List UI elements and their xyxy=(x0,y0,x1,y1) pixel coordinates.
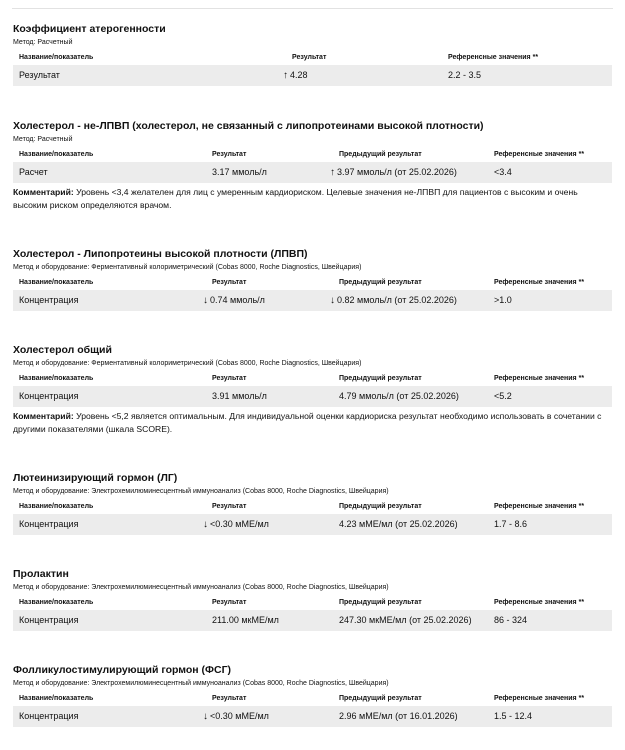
row-prev xyxy=(330,295,457,306)
row-prev: 4.23 мМЕ/мл (от 25.02.2026) xyxy=(339,519,458,529)
header-ref: Референсные значения ** xyxy=(494,375,585,382)
row-result xyxy=(203,711,269,722)
header-result: Результат xyxy=(212,151,247,158)
table-header xyxy=(13,501,612,514)
row-ref: <5.2 xyxy=(494,391,512,401)
section-method: Метод и оборудование: Электрохемилюминесцентный иммуноанализ (Cobas 8000, Roche Diagnostics, Швейцария) xyxy=(13,488,389,495)
row-result xyxy=(203,519,269,530)
row-name: Концентрация xyxy=(19,615,79,625)
header-result: Результат xyxy=(212,695,247,702)
row-ref: >1.0 xyxy=(494,295,512,305)
table-header xyxy=(13,597,612,610)
header-result: Результат xyxy=(292,54,327,61)
section-method: Метод: Расчетный xyxy=(13,39,73,46)
section-method: Метод и оборудование: Электрохемилюминесцентный иммуноанализ (Cobas 8000, Roche Diagnostics, Швейцария) xyxy=(13,680,389,687)
header-result: Результат xyxy=(212,503,247,510)
row-name: Концентрация xyxy=(19,295,79,305)
section-method: Метод и оборудование: Ферментативный колориметрический (Cobas 8000, Roche Diagnostics, Швейцария) xyxy=(13,360,362,367)
test-section-lh xyxy=(13,472,612,535)
table-header xyxy=(13,373,612,386)
table-row xyxy=(13,65,612,86)
section-title: Лютеинизирующий гормон (ЛГ) xyxy=(13,472,178,484)
comment-label: Комментарий: xyxy=(13,411,74,421)
row-prev-value: 3.97 ммоль/л (от 25.02.2026) xyxy=(337,167,457,177)
table-row xyxy=(13,290,612,311)
arrow-down-icon: ↓ xyxy=(330,295,335,306)
header-name: Название/показатель xyxy=(19,375,94,382)
row-prev-value: 0.82 ммоль/л (от 25.02.2026) xyxy=(337,295,457,305)
header-prev: Предыдущий результат xyxy=(339,151,422,158)
table-row xyxy=(13,162,612,183)
header-prev: Предыдущий результат xyxy=(339,279,422,286)
row-name: Концентрация xyxy=(19,711,79,721)
header-name: Название/показатель xyxy=(19,279,94,286)
arrow-down-icon: ↓ xyxy=(203,711,208,722)
table-header xyxy=(13,693,612,706)
row-prev: 247.30 мкМЕ/мл (от 25.02.2026) xyxy=(339,615,472,625)
section-comment xyxy=(13,410,612,436)
header-ref: Референсные значения ** xyxy=(448,54,539,61)
test-section-total-cholesterol xyxy=(13,344,612,436)
row-result-value: <0.30 мМЕ/мл xyxy=(210,519,269,529)
header-name: Название/показатель xyxy=(19,54,94,61)
header-prev: Предыдущий результат xyxy=(339,503,422,510)
test-section-hdl xyxy=(13,248,612,311)
header-result: Результат xyxy=(212,279,247,286)
test-section-non-hdl xyxy=(13,120,612,212)
arrow-up-icon: ↑ xyxy=(330,167,335,178)
row-result: 3.17 ммоль/л xyxy=(212,167,267,177)
row-name: Расчет xyxy=(19,167,48,177)
row-prev: 2.96 мМЕ/мл (от 16.01.2026) xyxy=(339,711,458,721)
section-method: Метод и оборудование: Электрохемилюминесцентный иммуноанализ (Cobas 8000, Roche Diagnostics, Швейцария) xyxy=(13,584,389,591)
row-result xyxy=(203,295,265,306)
header-ref: Референсные значения ** xyxy=(494,599,585,606)
arrow-up-icon: ↑ xyxy=(283,70,288,81)
table-row xyxy=(13,706,612,727)
comment-label: Комментарий: xyxy=(13,187,74,197)
section-title: Пролактин xyxy=(13,568,69,580)
row-result-value: <0.30 мМЕ/мл xyxy=(210,711,269,721)
row-result: 3.91 ммоль/л xyxy=(212,391,267,401)
section-title: Холестерол - не-ЛПВП (холестерол, не связанный с липопротеинами высокой плотности) xyxy=(13,120,484,132)
table-row xyxy=(13,386,612,407)
header-name: Название/показатель xyxy=(19,151,94,158)
row-result xyxy=(283,70,308,81)
section-method: Метод и оборудование: Ферментативный колориметрический (Cobas 8000, Roche Diagnostics, Швейцария) xyxy=(13,264,362,271)
section-title: Холестерол - Липопротеины высокой плотности (ЛПВП) xyxy=(13,248,308,260)
header-prev: Предыдущий результат xyxy=(339,695,422,702)
row-ref: 1.7 - 8.6 xyxy=(494,519,528,529)
header-name: Название/показатель xyxy=(19,695,94,702)
comment-text: Уровень <5,2 является оптимальным. Для индивидуальной оценки кардиориска результат необходимо использовать в сочетании с другими показателями (шкала SCORE). xyxy=(13,411,602,434)
comment-text: Уровень <3,4 желателен для лиц с умеренным кардиориском. Целевые значения не-ЛПВП для пациентов с высоким и очень высоким риском определяются врачом. xyxy=(13,187,578,210)
header-result: Результат xyxy=(212,375,247,382)
arrow-down-icon: ↓ xyxy=(203,519,208,530)
section-title: Холестерол общий xyxy=(13,344,112,356)
top-divider xyxy=(12,8,613,9)
row-prev: 4.79 ммоль/л (от 25.02.2026) xyxy=(339,391,459,401)
row-ref: 2.2 - 3.5 xyxy=(448,70,482,80)
header-result: Результат xyxy=(212,599,247,606)
row-prev xyxy=(330,167,457,178)
header-ref: Референсные значения ** xyxy=(494,151,585,158)
section-comment xyxy=(13,186,612,212)
row-result-value: 0.74 ммоль/л xyxy=(210,295,265,305)
header-name: Название/показатель xyxy=(19,599,94,606)
row-ref: 1.5 - 12.4 xyxy=(494,711,533,721)
header-ref: Референсные значения ** xyxy=(494,695,585,702)
row-result-value: 4.28 xyxy=(290,70,308,80)
header-ref: Референсные значения ** xyxy=(494,503,585,510)
row-ref: <3.4 xyxy=(494,167,512,177)
header-name: Название/показатель xyxy=(19,503,94,510)
table-header xyxy=(13,52,612,65)
test-section-fsh xyxy=(13,664,612,727)
table-row xyxy=(13,514,612,535)
row-name: Концентрация xyxy=(19,391,79,401)
header-prev: Предыдущий результат xyxy=(339,599,422,606)
section-method: Метод: Расчетный xyxy=(13,136,73,143)
test-section-prolactin xyxy=(13,568,612,631)
table-header xyxy=(13,277,612,290)
section-title: Коэффициент атерогенности xyxy=(13,23,166,35)
test-section-atherogenic-index xyxy=(13,23,612,86)
section-title: Фолликулостимулирующий гормон (ФСГ) xyxy=(13,664,232,676)
row-name: Результат xyxy=(19,70,60,80)
table-header xyxy=(13,149,612,162)
row-ref: 86 - 324 xyxy=(494,615,528,625)
table-row xyxy=(13,610,612,631)
row-name: Концентрация xyxy=(19,519,79,529)
header-prev: Предыдущий результат xyxy=(339,375,422,382)
header-ref: Референсные значения ** xyxy=(494,279,585,286)
arrow-down-icon: ↓ xyxy=(203,295,208,306)
row-result: 211.00 мкМЕ/мл xyxy=(212,615,279,625)
